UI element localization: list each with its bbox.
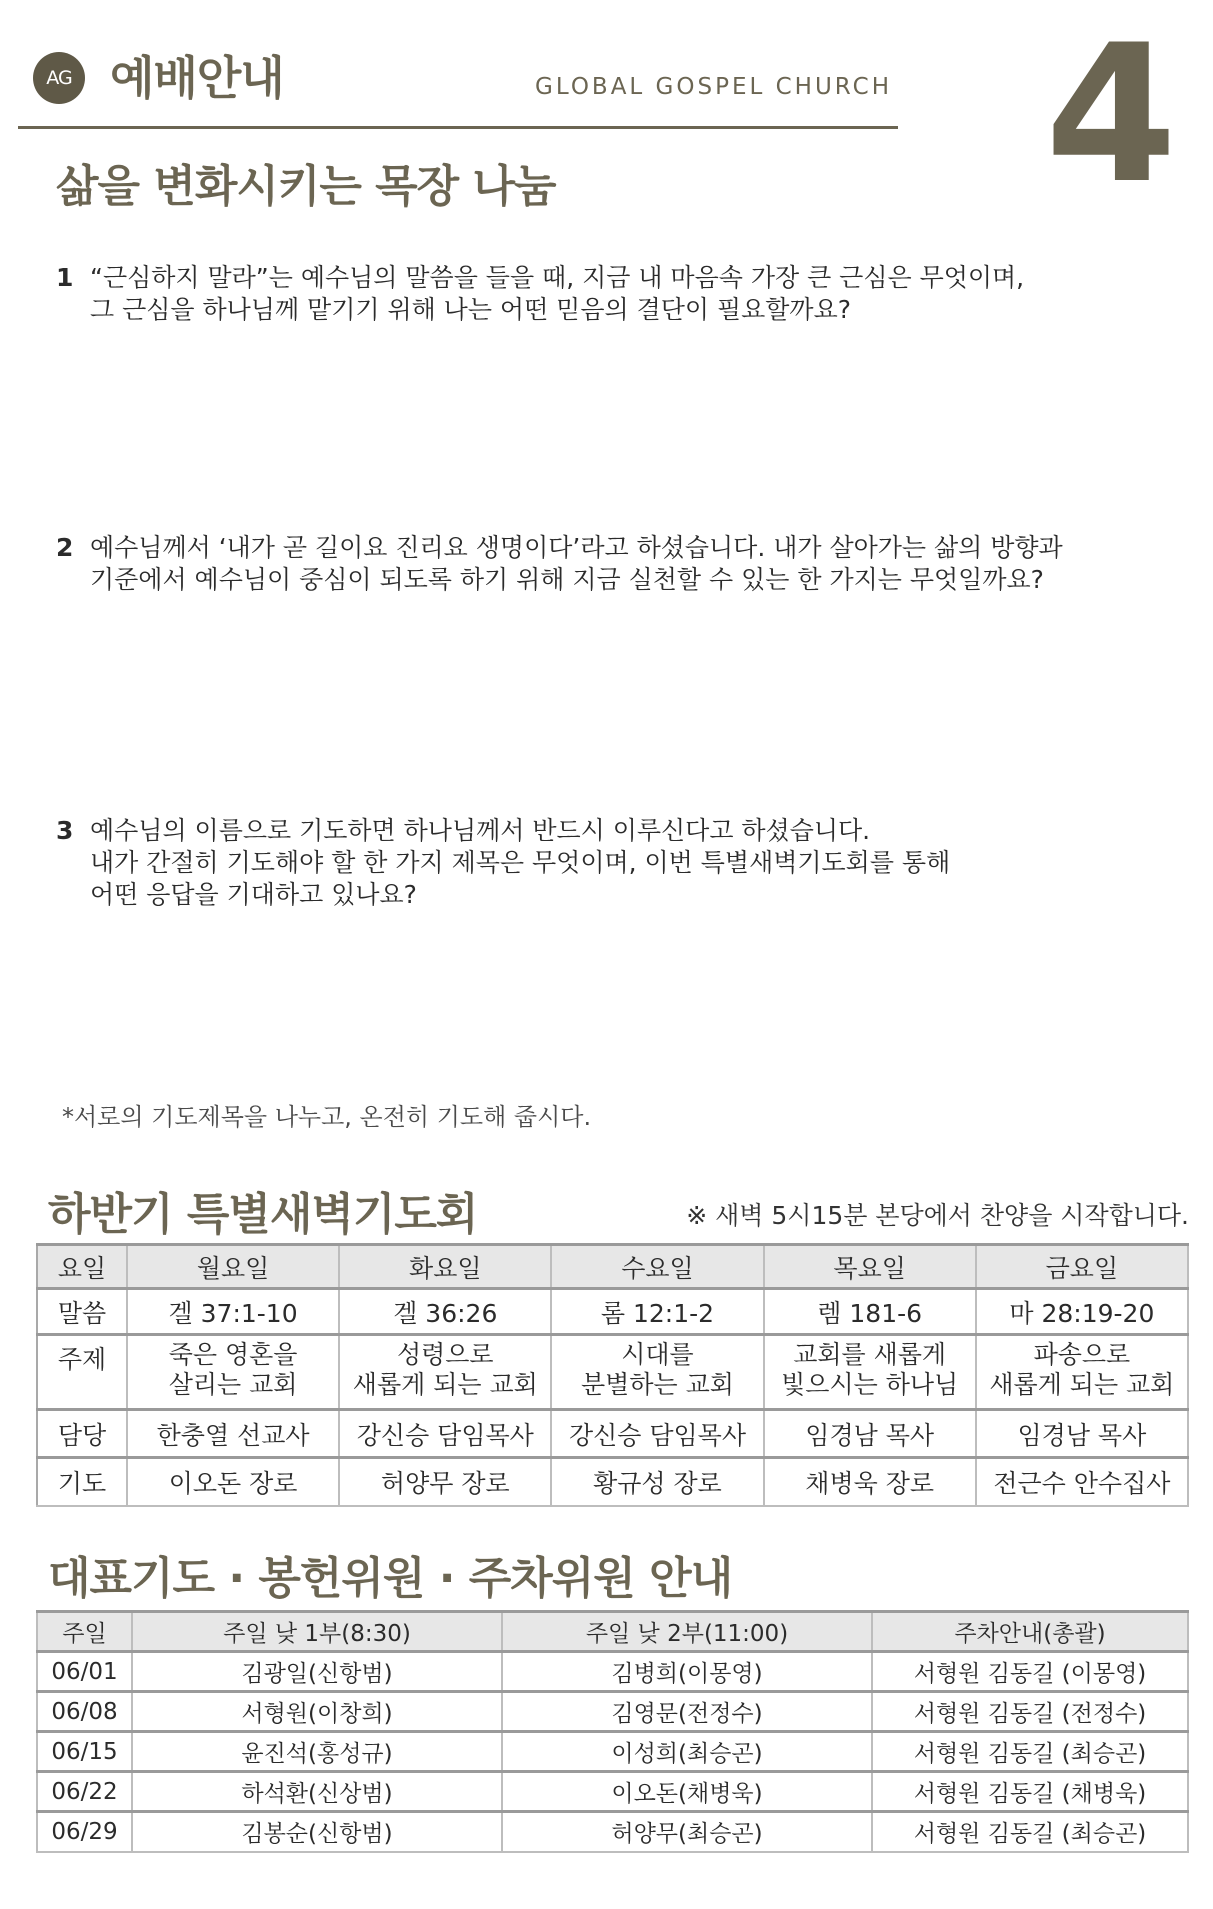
table-cell: 김영문(전정수) [502, 1692, 872, 1732]
table-cell: 임경남 목사 [764, 1410, 976, 1458]
table-header-row [37, 1612, 1188, 1652]
section-header-title: 예배안내 [110, 51, 284, 105]
page-number: 4 [1045, 4, 1178, 225]
table-cell: 하석환(신상범) [132, 1772, 502, 1812]
table-cell: 성령으로 새롭게 되는 교회 [339, 1335, 551, 1410]
table-cell: 서형원 김동길 (이몽영) [872, 1652, 1188, 1692]
table-row [37, 1458, 1188, 1506]
header-cell: 화요일 [339, 1245, 551, 1289]
header-cell: 주일 낮 2부(11:00) [502, 1612, 872, 1652]
table-cell: 서형원 김동길 (채병욱) [872, 1772, 1188, 1812]
table-cell: 마 28:19-20 [976, 1289, 1188, 1335]
table-cell: 김병희(이몽영) [502, 1652, 872, 1692]
question-text: 예수님께서 ‘내가 곧 길이요 진리요 생명이다’라고 하셨습니다. 내가 살아가는 삶의 방향과 기준에서 예수님이 중심이 되도록 하기 위해 지금 실천할 수 있는 한 가지는 무엇일까요? [90, 533, 1063, 594]
table-row [37, 1652, 1188, 1692]
table-cell: 한충열 선교사 [127, 1410, 339, 1458]
table-cell: 임경남 목사 [976, 1410, 1188, 1458]
header-divider [18, 126, 898, 129]
table-cell: 교회를 새롭게 빛으시는 하나님 [764, 1335, 976, 1410]
table-row [37, 1692, 1188, 1732]
date-cell: 06/22 [37, 1772, 132, 1812]
question-1 [56, 262, 1024, 326]
committee-table [36, 1610, 1189, 1853]
header-cell: 금요일 [976, 1245, 1188, 1289]
church-logo [33, 52, 85, 104]
table-row [37, 1772, 1188, 1812]
table-cell: 윤진석(홍성규) [132, 1732, 502, 1772]
table-header-row [37, 1245, 1188, 1289]
header-cell: 목요일 [764, 1245, 976, 1289]
header-cell: 주차안내(총괄) [872, 1612, 1188, 1652]
question-number: 1 [56, 263, 74, 292]
question-text: “근심하지 말라”는 예수님의 말씀을 들을 때, 지금 내 마음속 가장 큰 근심은 무엇이며, 그 근심을 하나님께 맡기기 위해 나는 어떤 믿음의 결단이 필요할까요? [90, 263, 1025, 324]
table-cell: 이오돈 장로 [127, 1458, 339, 1506]
dawn-prayer-table [36, 1243, 1189, 1507]
header-cell: 수요일 [551, 1245, 763, 1289]
table-cell: 김광일(신항범) [132, 1652, 502, 1692]
committee-title: 대표기도 · 봉헌위원 · 주차위원 안내 [48, 1553, 733, 1604]
table-cell: 전근수 안수집사 [976, 1458, 1188, 1506]
question-number: 2 [56, 533, 74, 562]
prayer-note: *서로의 기도제목을 나누고, 온전히 기도해 줍시다. [62, 1103, 592, 1131]
table-row [37, 1812, 1188, 1852]
table-row [37, 1289, 1188, 1335]
table-row [37, 1410, 1188, 1458]
table-cell: 이오돈(채병욱) [502, 1772, 872, 1812]
table-cell: 렘 181-6 [764, 1289, 976, 1335]
table-cell: 롬 12:1-2 [551, 1289, 763, 1335]
question-text: 예수님의 이름으로 기도하면 하나님께서 반드시 이루신다고 하셨습니다. 내가 간절히 기도해야 할 한 가지 제목은 무엇이며, 이번 특별새벽기도회를 통해 어떤 응답을 기대하고 있나요? [90, 816, 951, 909]
table-cell: 이성희(최승곤) [502, 1732, 872, 1772]
question-number: 3 [56, 816, 74, 845]
dawn-prayer-title: 하반기 특별새벽기도회 [48, 1189, 478, 1240]
header-cell: 주일 [37, 1612, 132, 1652]
table-cell: 서형원 김동길 (전정수) [872, 1692, 1188, 1732]
table-row [37, 1732, 1188, 1772]
question-2 [56, 532, 1063, 596]
header-cell: 요일 [37, 1245, 127, 1289]
table-cell: 죽은 영혼을 살리는 교회 [127, 1335, 339, 1410]
logo-text: AG [46, 67, 72, 89]
sharing-title: 삶을 변화시키는 목장 나눔 [56, 161, 556, 212]
row-label: 말씀 [37, 1289, 127, 1335]
row-label: 담당 [37, 1410, 127, 1458]
header-cell: 월요일 [127, 1245, 339, 1289]
date-cell: 06/08 [37, 1692, 132, 1732]
date-cell: 06/01 [37, 1652, 132, 1692]
row-label: 기도 [37, 1458, 127, 1506]
table-row [37, 1335, 1188, 1410]
table-cell: 서형원 김동길 (최승곤) [872, 1812, 1188, 1852]
row-label: 주제 [37, 1335, 127, 1410]
table-cell: 황규성 장로 [551, 1458, 763, 1506]
table-cell: 서형원(이창희) [132, 1692, 502, 1732]
table-cell: 허양무 장로 [339, 1458, 551, 1506]
date-cell: 06/29 [37, 1812, 132, 1852]
question-3 [56, 815, 950, 911]
dawn-prayer-note: ※ 새벽 5시15분 본당에서 찬양을 시작합니다. [686, 1201, 1189, 1230]
table-cell: 파송으로 새롭게 되는 교회 [976, 1335, 1188, 1410]
church-name: GLOBAL GOSPEL CHURCH [535, 74, 892, 100]
date-cell: 06/15 [37, 1732, 132, 1772]
table-cell: 채병욱 장로 [764, 1458, 976, 1506]
header-cell: 주일 낮 1부(8:30) [132, 1612, 502, 1652]
table-cell: 허양무(최승곤) [502, 1812, 872, 1852]
table-cell: 강신승 담임목사 [551, 1410, 763, 1458]
table-cell: 겔 36:26 [339, 1289, 551, 1335]
table-cell: 서형원 김동길 (최승곤) [872, 1732, 1188, 1772]
table-cell: 강신승 담임목사 [339, 1410, 551, 1458]
table-cell: 김봉순(신항범) [132, 1812, 502, 1852]
table-cell: 시대를 분별하는 교회 [551, 1335, 763, 1410]
table-cell: 겔 37:1-10 [127, 1289, 339, 1335]
